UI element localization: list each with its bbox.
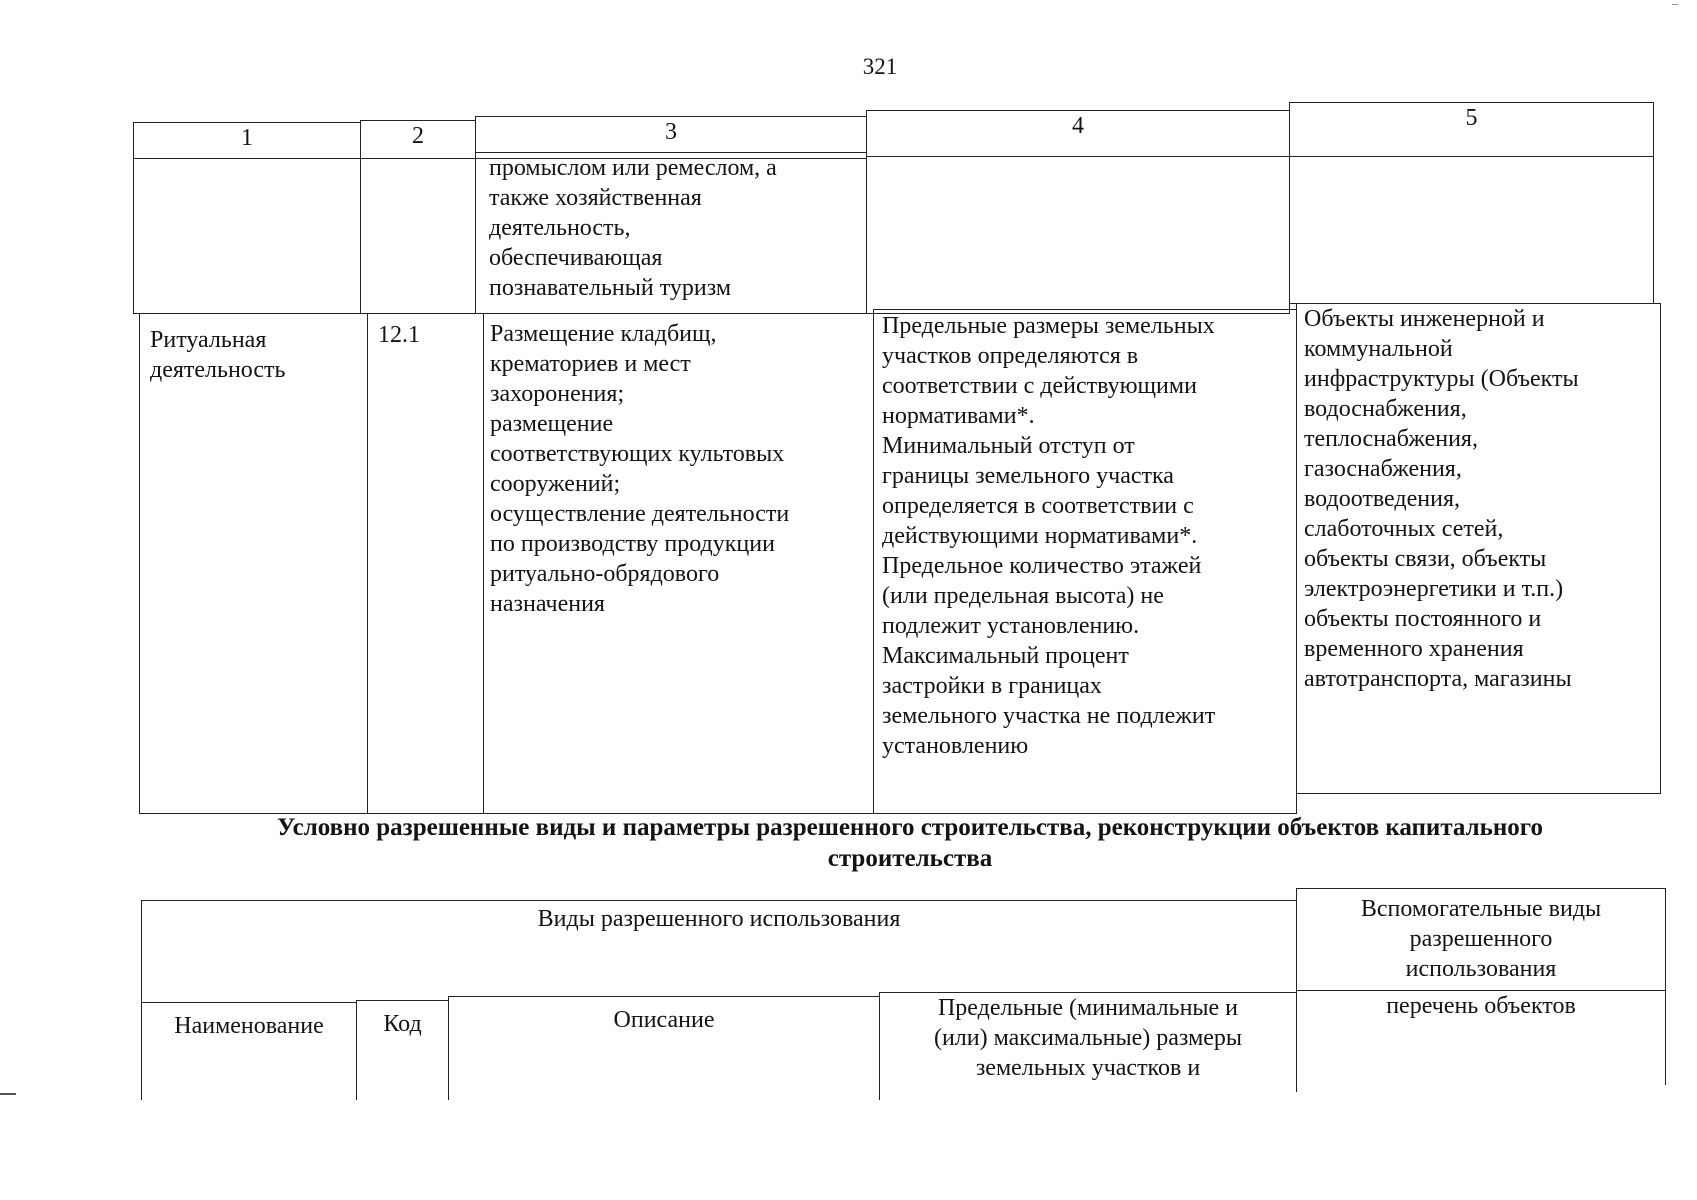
col-code: Код xyxy=(356,1000,449,1100)
header-col-1: 1 xyxy=(133,122,361,159)
row-description: Размещение кладбищ, крематориев и мест захоронения; размещение соответствующих культовых сооружений; осуществление деятельности по производству продукции ритуально-обрядового назначения xyxy=(483,313,874,814)
row-parameters: Предельные размеры земельных участков определяются в соответствии с действующими нормативами*. Минимальный отступ от границы земельного участка определяется в соответствии с действующими нормативами*. Предельное количество этажей (или предельная высота) не подлежит установлению. Максимальный процент застройки в границах земельного участка не подлежит установлению xyxy=(873,309,1297,814)
header-col-2: 2 xyxy=(360,120,476,159)
cont-cell-1 xyxy=(133,158,361,314)
header-col-4: 4 xyxy=(866,110,1290,157)
cont-description: промыслом или ремеслом, а также хозяйственная деятельность, обеспечивающая познавательный туризм xyxy=(475,152,867,314)
group-header: Виды разрешенного использования xyxy=(141,900,1297,1003)
margin-mark xyxy=(0,1093,16,1095)
cont-cell-4 xyxy=(866,156,1290,314)
aux-header: Вспомогательные виды разрешенного использования xyxy=(1296,888,1666,991)
col-name: Наименование xyxy=(141,1002,357,1100)
scan-mark xyxy=(1672,4,1678,5)
col-description: Описание xyxy=(448,996,880,1100)
col-parameters: Предельные (минимальные и (или) максимальные) размеры земельных участков и xyxy=(879,992,1297,1092)
row-name: Ритуальная деятельность xyxy=(139,313,368,814)
row-auxiliary: Объекты инженерной и коммунальной инфраструктуры (Объекты водоснабжения, теплоснабжения, газоснабжения, водоотведения, слаботочных сетей, объекты связи, объекты электроэнергетики и т.п.) объекты постоянного и временного хранения автотранспорта, магазины xyxy=(1296,303,1661,794)
header-col-5: 5 xyxy=(1289,102,1654,157)
section-title: Условно разрешенные виды и параметры разрешенного строительства, реконструкции объектов капитального строительства xyxy=(276,814,1544,872)
header-col-3: 3 xyxy=(475,116,867,159)
row-code: 12.1 xyxy=(367,313,484,814)
cont-cell-2 xyxy=(360,158,476,314)
page-number: 321 xyxy=(862,54,898,79)
cont-cell-5 xyxy=(1289,156,1654,304)
col-aux: перечень объектов xyxy=(1296,990,1666,1085)
